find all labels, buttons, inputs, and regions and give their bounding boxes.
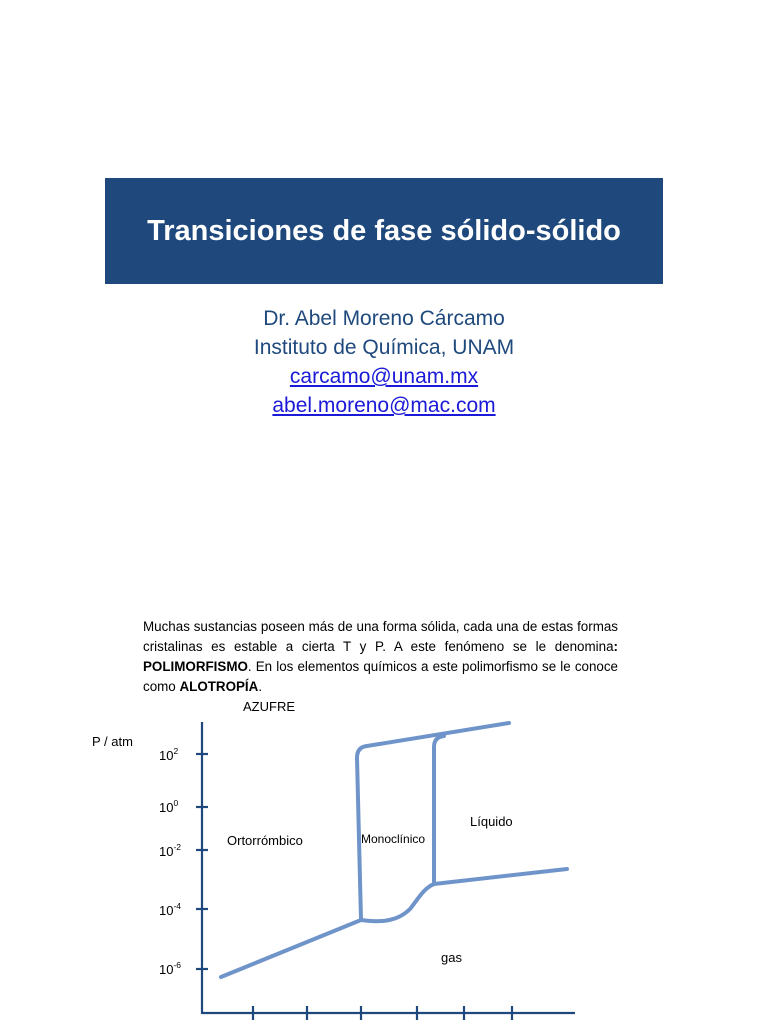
author-name: Dr. Abel Moreno Cárcamo bbox=[263, 307, 505, 330]
y-tick-label-1e-6: $10^{-6}$ bbox=[159, 960, 182, 977]
ortho-liquid-boundary bbox=[367, 723, 509, 746]
mono-liquid-boundary bbox=[434, 736, 444, 884]
axes bbox=[196, 722, 575, 1020]
author-institution: Instituto de Química, UNAM bbox=[253, 336, 515, 359]
region-label-liquid: Líquido bbox=[470, 814, 513, 829]
y-tick-label-1e-4: $10^{-4}$ bbox=[159, 901, 182, 918]
author-block bbox=[0, 304, 768, 420]
sublimation-line-orthorhombic bbox=[221, 920, 361, 977]
vapor-pressure-line bbox=[434, 869, 567, 884]
region-label-monoclinic: Monoclínico bbox=[361, 832, 426, 846]
phase-boundaries bbox=[221, 723, 567, 977]
y-tick-label-1e0: $10^0$ bbox=[159, 798, 179, 815]
intro-bold-alotropia: ALOTROPÍA bbox=[179, 679, 259, 695]
y-tick-label-1e-2: $10^{-2}$ bbox=[159, 842, 182, 859]
intro-bold-polimorfismo: : POLIMORFISMO bbox=[143, 639, 618, 675]
intro-text-1: Muchas sustancias poseen más de una forma sólida, cada una de estas formas cristalinas es estable a cierta T y P. A este fenómeno se le denomina bbox=[143, 619, 618, 655]
intro-text-3: . bbox=[258, 679, 263, 695]
region-label-orthorhombic: Ortorrómbico bbox=[227, 833, 303, 848]
diagram-title: AZUFRE bbox=[243, 699, 295, 714]
email-link-carcamo[interactable]: carcamo@unam.mx bbox=[289, 365, 479, 388]
y-tick-label-1e2: $10^2$ bbox=[159, 746, 179, 763]
email-link-abel[interactable]: abel.moreno@mac.com bbox=[272, 394, 496, 417]
title-banner bbox=[105, 178, 663, 284]
page-title: Transiciones de fase sólido-sólido bbox=[147, 214, 621, 247]
intro-paragraph bbox=[143, 617, 618, 697]
region-label-gas: gas bbox=[441, 950, 462, 965]
sublimation-curve-monoclinic bbox=[361, 884, 434, 921]
intro-text-2: . En los elementos químicos a este polimorfismo se le conoce como bbox=[143, 659, 618, 695]
phase-diagram bbox=[0, 690, 768, 1024]
y-axis-label: P / atm bbox=[92, 734, 133, 749]
